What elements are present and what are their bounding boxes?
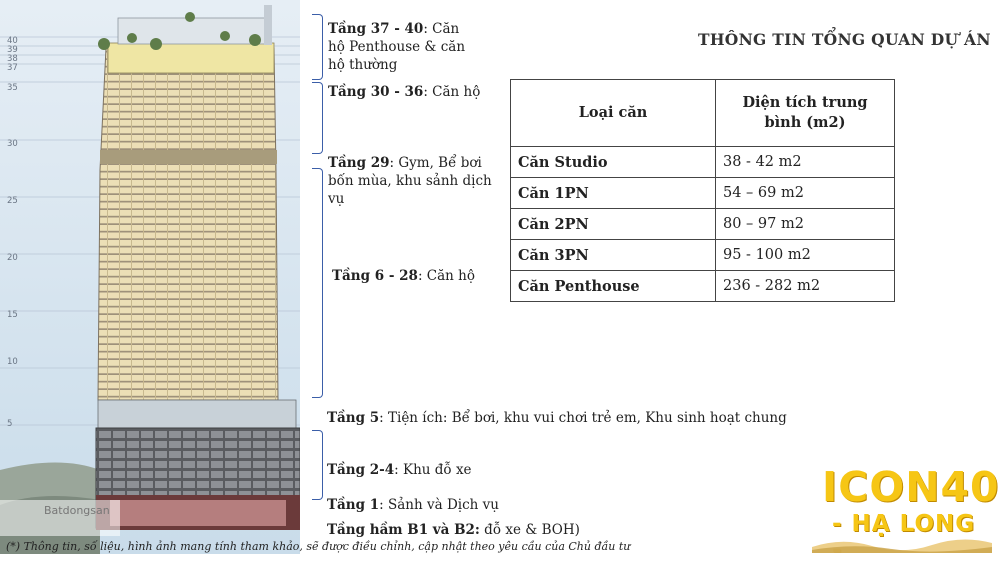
label-floors-6-28: Tầng 6 - 28: Căn hộ [332,268,475,284]
header-average-area: Diện tích trung bình (m2) [716,80,895,147]
project-logo [812,463,1000,553]
floor-number-15: 15 [7,310,18,320]
unit-area-table [510,79,895,302]
unit-area-cell: 80 – 97 m2 [716,209,895,240]
unit-type-cell: Căn 3PN [511,240,716,271]
unit-type-cell: Căn 1PN [511,178,716,209]
footnote: (*) Thông tin, số liệu, hình ảnh mang tính tham khảo, sẽ được điều chỉnh, cập nhật theo yêu cầu của Chủ đầu tư [6,540,631,553]
label-floor-29: Tầng 29: Gym, Bể bơi bốn mùa, khu sảnh dịch vụ [328,155,492,207]
label-basement: Tầng hầm B1 và B2: đỗ xe & BOH) [327,522,580,538]
unit-type-cell: Căn Studio [511,147,716,178]
logo-main-text: ICON40 [822,463,1000,511]
logo-sub-text: - HẠ LONG [832,511,976,537]
floor-number-37: 37 [7,63,18,73]
page-title: THÔNG TIN TỔNG QUAN DỰ ÁN [698,30,991,49]
floor-number-40: 40 [7,36,18,46]
label-floor-5: Tầng 5: Tiện ích: Bể bơi, khu vui chơi trẻ em, Khu sinh hoạt chung [327,410,787,426]
unit-type-cell: Căn 2PN [511,209,716,240]
table-row [511,209,895,240]
watermark-logo: Batdongsan [44,504,110,517]
table-row [511,271,895,302]
tower-illustration [0,0,300,554]
table-row [511,178,895,209]
unit-area-cell: 54 – 69 m2 [716,178,895,209]
unit-area-cell: 38 - 42 m2 [716,147,895,178]
brace-floors-6-28 [312,168,323,398]
floor-number-35: 35 [7,83,18,93]
floor-number-10: 10 [7,357,18,367]
label-floor-1: Tầng 1: Sảnh và Dịch vụ [327,497,499,513]
floor-number-30: 30 [7,139,18,149]
brace-floors-30-36 [312,82,323,154]
floor-number-38: 38 [7,54,18,64]
floor-number-39: 39 [7,45,18,55]
unit-area-cell: 95 - 100 m2 [716,240,895,271]
label-floors-2-4: Tầng 2-4: Khu đỗ xe [327,462,472,478]
unit-area-cell: 236 - 282 m2 [716,271,895,302]
brace-floors-37-40 [312,14,323,80]
wave-decoration-icon [812,537,992,553]
header-unit-type: Loại căn [511,80,716,147]
table-row [511,240,895,271]
table-header-row [511,80,895,147]
floor-number-5: 5 [7,419,13,429]
table-row [511,147,895,178]
unit-type-cell: Căn Penthouse [511,271,716,302]
floor-number-20: 20 [7,253,18,263]
brace-floors-2-4 [312,430,323,500]
floor-number-25: 25 [7,196,18,206]
label-floors-30-36: Tầng 30 - 36: Căn hộ [328,84,481,100]
label-floors-37-40: Tầng 37 - 40: Căn hộ Penthouse & căn hộ thường [328,21,466,73]
